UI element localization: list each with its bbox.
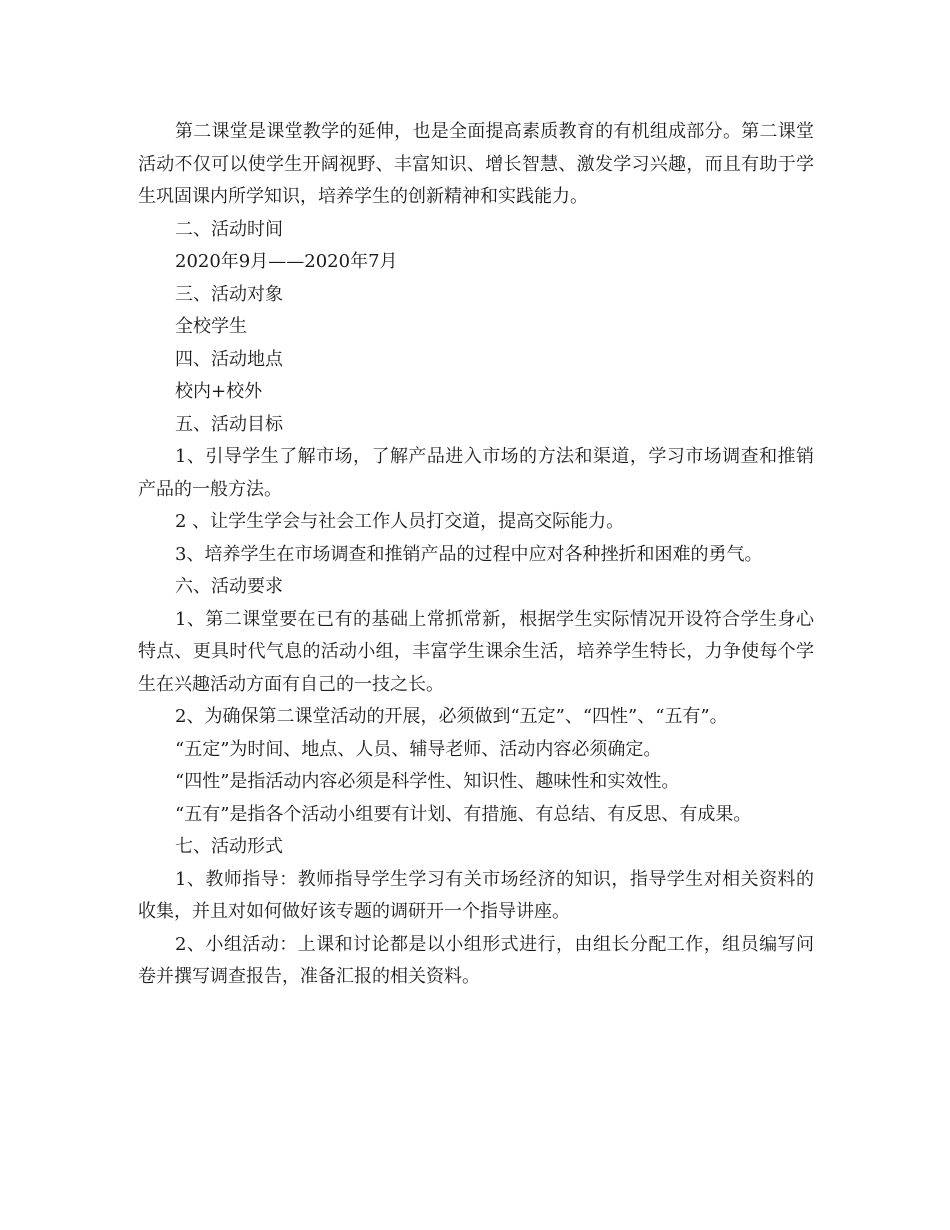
goal-item-3: 3、培养学生在市场调查和推销产品的过程中应对各种挫折和困难的勇气。 [175, 543, 763, 565]
form-item-1: 1、教师指导：教师指导学生学习有关市场经济的知识，指导学生对相关资料的收集，并且对如何做好该专题的调研开一个指导讲座。 [138, 868, 814, 922]
activity-target-value: 全校学生 [175, 316, 247, 337]
activity-location-value: 校内+校外 [175, 381, 263, 402]
requirement-five-haves: “五有”是指各个活动小组要有计划、有措施、有总结、有反思、有成果。 [175, 803, 752, 825]
activity-time-value: 2020年9月——2020年7月 [175, 251, 398, 272]
requirement-four-natures: “四性”是指活动内容必须是科学性、知识性、趣味性和实效性。 [175, 771, 680, 792]
heading-activity-forms: 七、活动形式 [175, 836, 283, 857]
heading-activity-requirements: 六、活动要求 [175, 576, 283, 597]
heading-activity-goals: 五、活动目标 [175, 413, 283, 435]
requirement-item-2: 2、为确保第二课堂活动的开展，必须做到“五定”、“四性”、“五有”。 [175, 706, 728, 727]
heading-activity-time: 二、活动时间 [175, 218, 283, 240]
requirement-five-fixed: “五定”为时间、地点、人员、辅导老师、活动内容必须确定。 [175, 738, 662, 760]
form-item-2: 2、小组活动：上课和讨论都是以小组形式进行，由组长分配工作，组员编写问卷并撰写调查报告，准备汇报的相关资料。 [138, 933, 814, 987]
requirement-item-1: 1、第二课堂要在已有的基础上常抓常新，根据学生实际情况开设符合学生身心特点、更具时代气息的活动小组，丰富学生课余生活，培养学生特长，力争使每个学生在兴趣活动方面有自己的一技之长。 [138, 608, 814, 695]
heading-activity-target: 三、活动对象 [175, 283, 283, 305]
document-body [138, 116, 814, 994]
goal-item-1: 1、引导学生了解市场，了解产品进入市场的方法和渠道，学习市场调查和推销产品的一般方法。 [138, 446, 814, 500]
goal-item-2: 2 、让学生学会与社会工作人员打交道，提高交际能力。 [175, 511, 625, 532]
paragraph-intro: 第二课堂是课堂教学的延伸，也是全面提高素质教育的有机组成部分。第二课堂活动不仅可以使学生开阔视野、丰富知识、增长智慧、激发学习兴趣，而且有助于学生巩固课内所学知识，培养学生的创新精神和实践能力。 [138, 121, 814, 207]
heading-activity-location: 四、活动地点 [175, 348, 283, 370]
